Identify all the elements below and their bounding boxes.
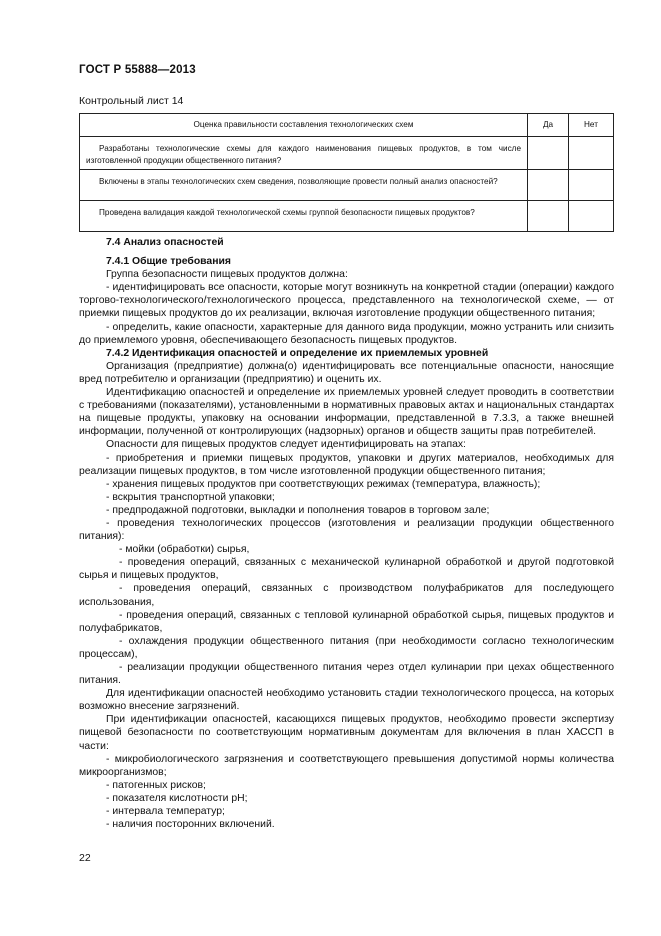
paragraph: Идентификацию опасностей и определение их приемлемых уровней следует проводить в соответствии с требованиями (показателями), установленными в нормативных правовых актах и национальных стандартах на пищевые продукты, упаковку на основании информации, представленной в 7.3.3, а также внешней информации, полученной от контролирующих (надзорных) органов и обществ защиты прав потребителей.	[79, 387, 614, 438]
no-cell[interactable]	[569, 137, 614, 170]
question-cell: Включены в этапы технологических схем сведения, позволяющие провести полный анализ опасностей?	[80, 170, 528, 201]
section-heading-7-4: 7.4 Анализ опасностей	[106, 237, 224, 248]
paragraph: При идентификации опасностей, касающихся пищевых продуктов, необходимо провести экспертизу пищевой безопасности по соответствующим нормативным документам для включения в план ХАССП в части:	[79, 714, 614, 752]
yes-cell[interactable]	[528, 170, 569, 201]
list-item: - показателя кислотности pH;	[106, 792, 248, 804]
paragraph: Организация (предприятие) должна(о) идентифицировать все потенциальные опасности, наносящие вред потребителю и организации (предприятию) и оценить их.	[79, 360, 614, 385]
yes-cell[interactable]	[528, 137, 569, 170]
column-header-yes: Да	[528, 114, 569, 137]
list-item: - вскрытия транспортной упаковки;	[106, 491, 275, 503]
table-row	[80, 201, 614, 232]
list-item: - патогенных рисков;	[106, 779, 206, 791]
column-header-no: Нет	[569, 114, 614, 137]
paragraph: Опасности для пищевых продуктов следует идентифицировать на этапах:	[106, 439, 466, 451]
checklist-title: Контрольный лист 14	[79, 95, 184, 107]
question-cell: Разработаны технологические схемы для каждого наименования пищевых продуктов, в том числе изготовленной продукции общественного питания?	[80, 137, 528, 170]
document-header: ГОСТ Р 55888—2013	[79, 64, 196, 76]
list-item: - определить, какие опасности, характерные для данного вида продукции, можно устранить или снизить до приемлемого уровня, обеспечивающего безопасность пищевых продуктов.	[79, 321, 614, 346]
question-cell: Проведена валидация каждой технологической схемы группой безопасности пищевых продуктов?	[80, 201, 528, 232]
no-cell[interactable]	[569, 170, 614, 201]
list-item: - интервала температур;	[106, 806, 225, 818]
list-item: - идентифицировать все опасности, которые могут возникнуть на конкретной стадии (операции) каждого торгово-технологического/технологического процесса, представленного на технологической схеме, — от приемки пищевых продуктов до их реализации, включая изготовление продукции общественного питания;	[79, 282, 614, 320]
list-item: - предпродажной подготовки, выкладки и пополнения товаров в торговом зале;	[106, 504, 490, 516]
yes-cell[interactable]	[528, 201, 569, 232]
list-item: - приобретения и приемки пищевых продуктов, упаковки и других материалов, необходимых для реализации пищевых продуктов, в том числе изготовленной продукции общественного питания;	[79, 452, 614, 477]
column-header-question: Оценка правильности составления технологических схем	[80, 114, 528, 137]
page-number: 22	[79, 852, 91, 864]
sub-list-item: - проведения операций, связанных с производством полуфабрикатов для последующего использования,	[79, 583, 614, 608]
no-cell[interactable]	[569, 201, 614, 232]
section-body	[79, 236, 614, 831]
table-row	[80, 137, 614, 170]
sub-list-item: - охлаждения продукции общественного питания (при необходимости согласно технологическим процессам),	[79, 635, 614, 660]
list-item: - проведения технологических процессов (изготовления и реализации продукции общественного питания):	[79, 517, 614, 543]
paragraph: Для идентификации опасностей необходимо установить стадии технологического процесса, на которых возможно внесение загрязнений.	[79, 688, 614, 713]
list-item: - хранения пищевых продуктов при соответствующих режимах (температура, влажность);	[106, 478, 541, 490]
sub-list-item: - проведения операций, связанных с тепловой кулинарной обработкой сырья, пищевых продуктов и полуфабрикатов,	[79, 609, 614, 634]
table-header-row	[80, 114, 614, 137]
sub-list-item: - проведения операций, связанных с механической кулинарной обработкой и другой подготовкой сырья и пищевых продуктов,	[79, 557, 614, 582]
list-item: - наличия посторонних включений.	[106, 819, 275, 831]
checklist-table	[79, 113, 614, 232]
paragraph: Группа безопасности пищевых продуктов должна:	[106, 269, 348, 281]
sub-list-item: - мойки (обработки) сырья,	[119, 544, 250, 556]
subsection-heading-7-4-2: 7.4.2 Идентификация опасностей и определение их приемлемых уровней	[106, 347, 489, 359]
sub-list-item: - реализации продукции общественного питания через отдел кулинарии при цехах общественного питания.	[79, 662, 614, 687]
table-row	[80, 170, 614, 201]
subsection-heading-7-4-1: 7.4.1 Общие требования	[106, 256, 231, 268]
list-item: - микробиологического загрязнения и соответствующего превышения допустимой нормы количества микроорганизмов;	[79, 753, 614, 778]
